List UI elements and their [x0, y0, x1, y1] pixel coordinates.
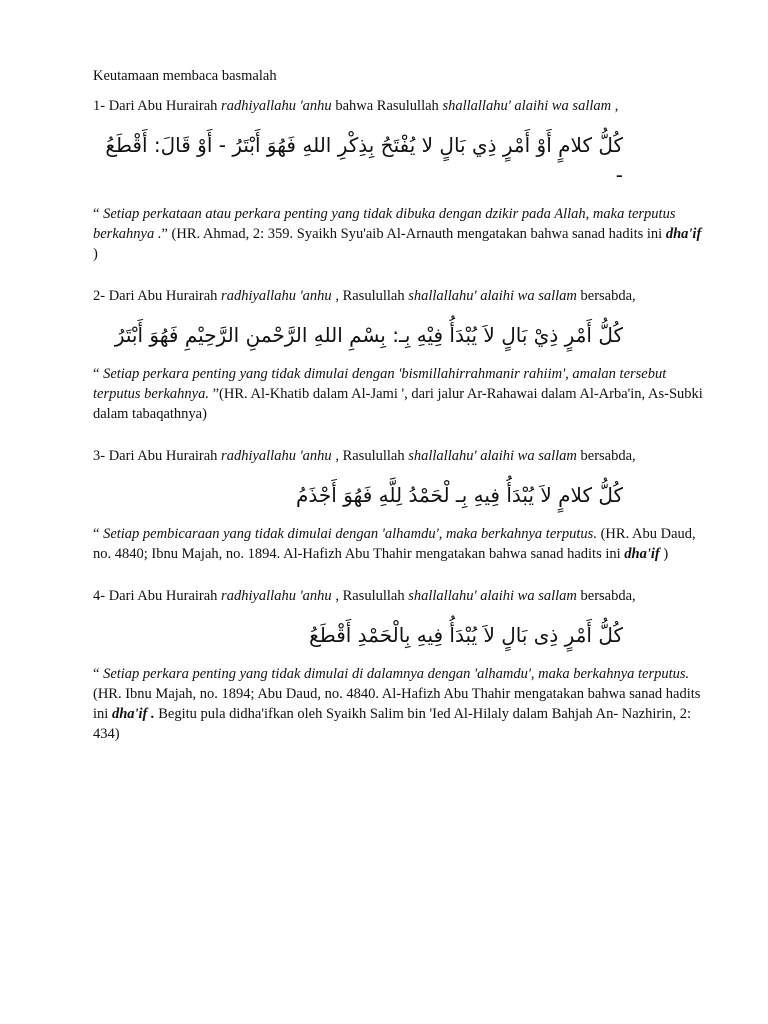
hadith-grade: dha'if . [111, 706, 155, 722]
narrator-honorific: radhiyallahu 'anhu [221, 288, 332, 304]
hadith-grade: dha'if [624, 546, 660, 562]
hadith-intro [93, 446, 703, 466]
hadith-reference: (HR. Ibnu Majah, no. 1894; Abu Daud, no. 4840. Al-Hafizh Abu Thahir mengatakan bahwa sanad hadits ini [93, 686, 701, 722]
intro-end: bersabda, [576, 448, 636, 464]
prophet-honorific: shallallahu' alaihi wa sallam [408, 448, 577, 464]
hadith-reference: ” (HR. Ahmad, 2: 359. Syaikh Syu'aib Al-Arnauth mengatakan bahwa sanad hadits ini [161, 226, 666, 242]
arabic-text: كُلُّ كلامٍ أَوْ أَمْرٍ ذِي بَالٍ لا يُفْتَحُ بِذِكْرِ اللهِ فَهُوَ أَبْتَرُ - أَوْ قَالَ: أَقْطَعُ - [105, 133, 623, 187]
hadith-intro [93, 586, 703, 606]
hadith-2 [93, 286, 703, 424]
intro-number: 3- Dari Abu Hurairah [93, 448, 222, 464]
hadith-grade: dha'if [665, 226, 702, 242]
hadith-4 [93, 586, 703, 744]
arabic-text: كُلُّ أَمْرٍ ذِيْ بَالٍ لاَ يُبْدَأُ فِيْهِ بِـ: بِسْمِ اللهِ الرَّحْمنِ الرَّحِيْمِ فَهُوَ أَبْتَرُ [114, 323, 623, 347]
hadith-3 [93, 446, 703, 564]
hadith-intro [93, 96, 703, 116]
arabic-text: كُلُّ أَمْرٍ ذِى بَالٍ لاَ يُبْدَأُ فِيهِ بِالْحَمْدِ أَقْطَعُ [309, 623, 623, 647]
intro-middle: , Rasulullah [331, 448, 409, 464]
prophet-honorific: shallallahu' alaihi wa sallam [442, 98, 612, 114]
intro-number: 4- Dari Abu Hurairah [93, 588, 222, 604]
hadith-1 [93, 96, 703, 264]
translation-text: Setiap perkara penting yang tidak dimulai di dalamnya dengan 'alhamdu', maka berkahnya terputus. [103, 666, 690, 682]
hadith-translation [93, 524, 703, 564]
narrator-honorific: radhiyallahu 'anhu [221, 588, 332, 604]
intro-number: 1- Dari Abu Hurairah [93, 98, 222, 114]
quote-open: “ [93, 666, 104, 682]
intro-end: , [611, 98, 619, 114]
intro-middle: , Rasulullah [331, 288, 409, 304]
intro-middle: , Rasulullah [331, 588, 409, 604]
quote-open: “ [93, 366, 104, 382]
reference-end: Begitu pula didha'ifkan oleh Syaikh Salim bin 'Ied Al-Hilaly dalam Bahjah An- Nazhirin, 2: 434) [93, 706, 692, 742]
hadith-translation [93, 364, 703, 424]
translation-text: Setiap pembicaraan yang tidak dimulai dengan 'alhamdu', maka berkahnya terputus. [103, 526, 597, 542]
hadith-translation [93, 204, 703, 264]
hadith-translation [93, 664, 703, 744]
intro-end: bersabda, [576, 588, 636, 604]
narrator-honorific: radhiyallahu 'anhu [221, 98, 332, 114]
intro-number: 2- Dari Abu Hurairah [93, 288, 222, 304]
arabic-text: كُلُّ كلامٍ لاَ يُبْدَأُ فِيهِ بِـ لْحَمْدُ لِلَّهِ فَهُوَ أَجْذَمُ [296, 483, 623, 507]
translation-text: Setiap perkara penting yang tidak dimulai dengan 'bismillahirrahmanir rahiim', amalan tersebut terputus berkahnya. [93, 366, 667, 402]
prophet-honorific: shallallahu' alaihi wa sallam [408, 588, 577, 604]
quote-open: “ [93, 206, 104, 222]
reference-end: ) [93, 246, 98, 262]
document-body [93, 66, 703, 744]
prophet-honorific: shallallahu' alaihi wa sallam [408, 288, 577, 304]
quote-open: “ [93, 526, 104, 542]
reference-end: ) [659, 546, 669, 562]
intro-end: bersabda, [576, 288, 636, 304]
hadith-reference: ”(HR. Al-Khatib dalam Al-Jami ', dari jalur Ar-Rahawai dalam Al-Arba'in, As-Subki dalam tabaqathnya) [93, 386, 703, 422]
document-title: Keutamaan membaca basmalah [93, 68, 277, 84]
narrator-honorific: radhiyallahu 'anhu [221, 448, 332, 464]
hadith-intro [93, 286, 703, 306]
hadith-reference: (HR. Abu Daud, no. 4840; Ibnu Majah, no. 1894. Al-Hafizh Abu Thahir mengatakan bahwa sanad hadits ini [93, 526, 696, 562]
translation-text: Setiap perkataan atau perkara penting yang tidak dibuka dengan dzikir pada Allah, maka terputus berkahnya . [93, 206, 676, 242]
intro-middle: bahwa Rasulullah [331, 98, 443, 114]
